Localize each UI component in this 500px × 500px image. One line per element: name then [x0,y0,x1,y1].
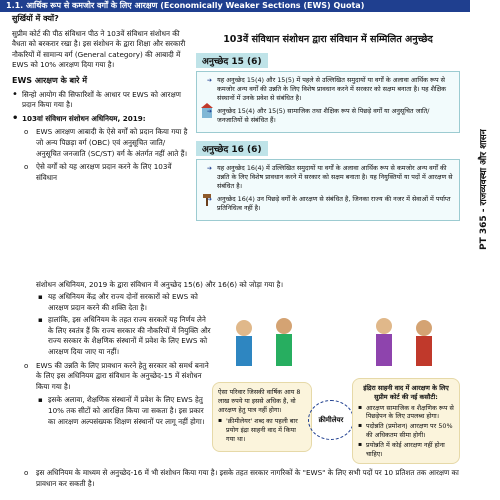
point-state-discretion: ▪ हालांकि, इस अधिनियम के तहत राज्य सरकारें यह निर्णय लेने के लिए स्वतंत्र हैं कि राज्य सरकार की नौकरियों में नियुक्ति और राज्य सरकार के शैक्षणिक संस्थानों में प्रवेश के लिए EWS को आरक्षण दिया जाए या नहीं। [12,315,212,357]
article-15-6-box [196,71,460,133]
people-illustration [214,298,454,378]
article-16-6-point-2: ➔ अनुच्छेद 16(4) उन पिछड़े वर्गों के आरक्षण से संबंधित है, जिनका राज्य की नजर में सेवाओं में पर्याप्त प्रतिनिधित्व नहीं है। [217,195,454,213]
criteria-3: ▪ प्रयोन्नति में कोई आरक्षण नहीं होना चाहिए। [358,441,454,459]
creamy-layer-label [308,400,354,440]
article-16-6-box [196,159,460,221]
sub-ews-definition: o EWS आरक्षण आबादी के ऐसे वर्गों को प्रदान किया गया है जो अन्य पिछड़ा वर्ग (OBC) एवं अनुसूचित जाति/ अनुसूचित जनजाति (SC/ST) वर्ग के अंतर्गत नहीं आते हैं। [12,127,192,159]
bottom-left-block [12,292,212,427]
point-centre-state-power: ▪ यह अधिनियम केंद्र और राज्य दोनों सरकारों को EWS को आरक्षण प्रदान करने की शक्ति देता है। [12,292,212,313]
bullet-sinho-commission: • सिन्हो आयोग की सिफारिशों के आधार पर EWS को आरक्षण प्रदान किया गया है। [12,90,192,111]
article-15-6-point-1: ➔ यह अनुच्छेद 15(4) और 15(5) में पहले से उल्लिखित समुदायों या वर्गों के अलावा आर्थिक रूप से कमजोर अन्य वर्गों की उन्नति के लिए विशेष प्रावधान करने में सरकार को सक्षम बनाता है। यह शैक्षिक संस्थानों में उनके प्रवेश से संबंधित है। [217,76,454,104]
article-15-6-tag: अनुच्छेद 15 (6) [196,53,268,68]
section-title: 1.1. आर्थिक रूप से कमजोर वर्गों के लिए आरक्षण (Economically Weaker Sections (EWS) Quota) [6,1,365,10]
criteria-1: ▪ आरक्षण सामाजिक व शैक्षणिक रूप से पिछड़ेपन के लिए उपलब्ध होगा। [358,404,454,422]
point-article-15-amendment: o EWS की उन्नति के लिए प्रावधान करने हेतु सरकार को समर्थ बनाने के लिए इस अधिनियम द्वारा संविधान के अनुच्छेद-15 में संशोधन किया गया है। [12,361,212,393]
indra-sawhney-box [352,378,460,464]
point-article-16-amendment: o इस अधिनियम के माध्यम से अनुच्छेद-16 में भी संशोधन किया गया है। इसके तहत सरकार नागरिकों के "EWS" के लिए सभी पदों पर 10 प्रतिशत तक आरक्षण का प्रावधान कर सकती है। [12,468,460,489]
creamy-layer-text: क्रीमीलेयर [318,415,344,424]
why-in-news-heading: सुर्खियों में क्यों? [12,14,59,23]
bottom-text-block [12,280,460,291]
intro-paragraph: सुप्रीम कोर्ट की पीठ संविधान पीठ ने 103वें संविधान संशोधन की वैधता को बरकरार रखा है। इस संशोधन के द्वारा शिक्षा और सरकारी नौकरियों में सामान्य वर्ग (General category) की आबादी में EWS को 10% आरक्षण दिया गया है। [12,28,186,70]
income-criteria: ऐसा परिवार जिसकी वार्षिक आय 8 लाख रुपये या इससे अधिक है, वो आरक्षण हेतु पात्र नहीं होगा। [218,388,301,414]
bottom-final-block [12,468,460,489]
side-label: PT 365 - राजव्यवस्था और शासन [479,129,489,250]
side-stripe [470,0,500,500]
article-16-6-point-1: ➔ यह अनुच्छेद 16(4) में उल्लिखित समुदायों या वर्गों के अलावा आर्थिक रूप से कमजोर अन्य वर्गों की उन्नति के लिए विशेष प्रावधान करने में सरकार को सक्षम बनाता है। यह नियुक्तियों या पदों में आरक्षण से संबंधित है। [217,164,454,192]
creamy-layer-origin: ▪ 'क्रीमीलेयर' शब्द का पहली बार प्रयोग इंद्रा साहनी वाद में किया गया था। [218,417,306,443]
article-panel-title: 103वें संविधान संशोधन द्वारा संविधान में सम्मिलित अनुच्छेद [223,34,433,45]
article-15-6-point-2: ➔ अनुच्छेद 15(4) और 15(5) सामाजिक तथा शैक्षिक रूप से पिछड़े वर्गों या अनुसूचित जाति/ जनजातियों से संबंधित हैं। [217,107,454,125]
amendment-line: संशोधन अधिनियम, 2019 के द्वारा संविधान में अनुच्छेद 15(6) और 16(6) को जोड़ा गया है। [36,280,284,289]
sub-103-intro: o ऐसे वर्गों को यह आरक्षण प्रदान करने के लिए 103वें संविधान [12,162,192,183]
bullet-103-amendment: • 103वां संविधान संशोधन अधिनियम, 2019: [12,114,192,125]
indra-sawhney-heading: इंद्रिरा साहनी वाद में आरक्षण के लिए सुप्रीम कोर्ट की नई कसौटी: [363,384,449,401]
left-column [12,14,192,186]
criteria-2: ▪ पदोन्नति (प्रमोशन) आरक्षण पर 50% की अधिकतम सीमा होगी। [358,422,454,440]
article-16-6-tag: अनुच्छेद 16 (6) [196,141,268,156]
about-ews-heading: EWS आरक्षण के बारे में [12,75,87,85]
article-panel [196,32,460,280]
creamy-layer-left-box [212,382,312,452]
point-education-seats: ▪ इसके अलावा, शैक्षणिक संस्थानों में प्रवेश के लिए EWS हेतु 10% तक सीटों को आरक्षित किया जा सकता है। इस प्रकार का आरक्षण अल्पसंख्यक शिक्षण संस्थानों पर लागू नहीं होगा। [12,395,212,427]
section-header-bar [0,0,470,12]
